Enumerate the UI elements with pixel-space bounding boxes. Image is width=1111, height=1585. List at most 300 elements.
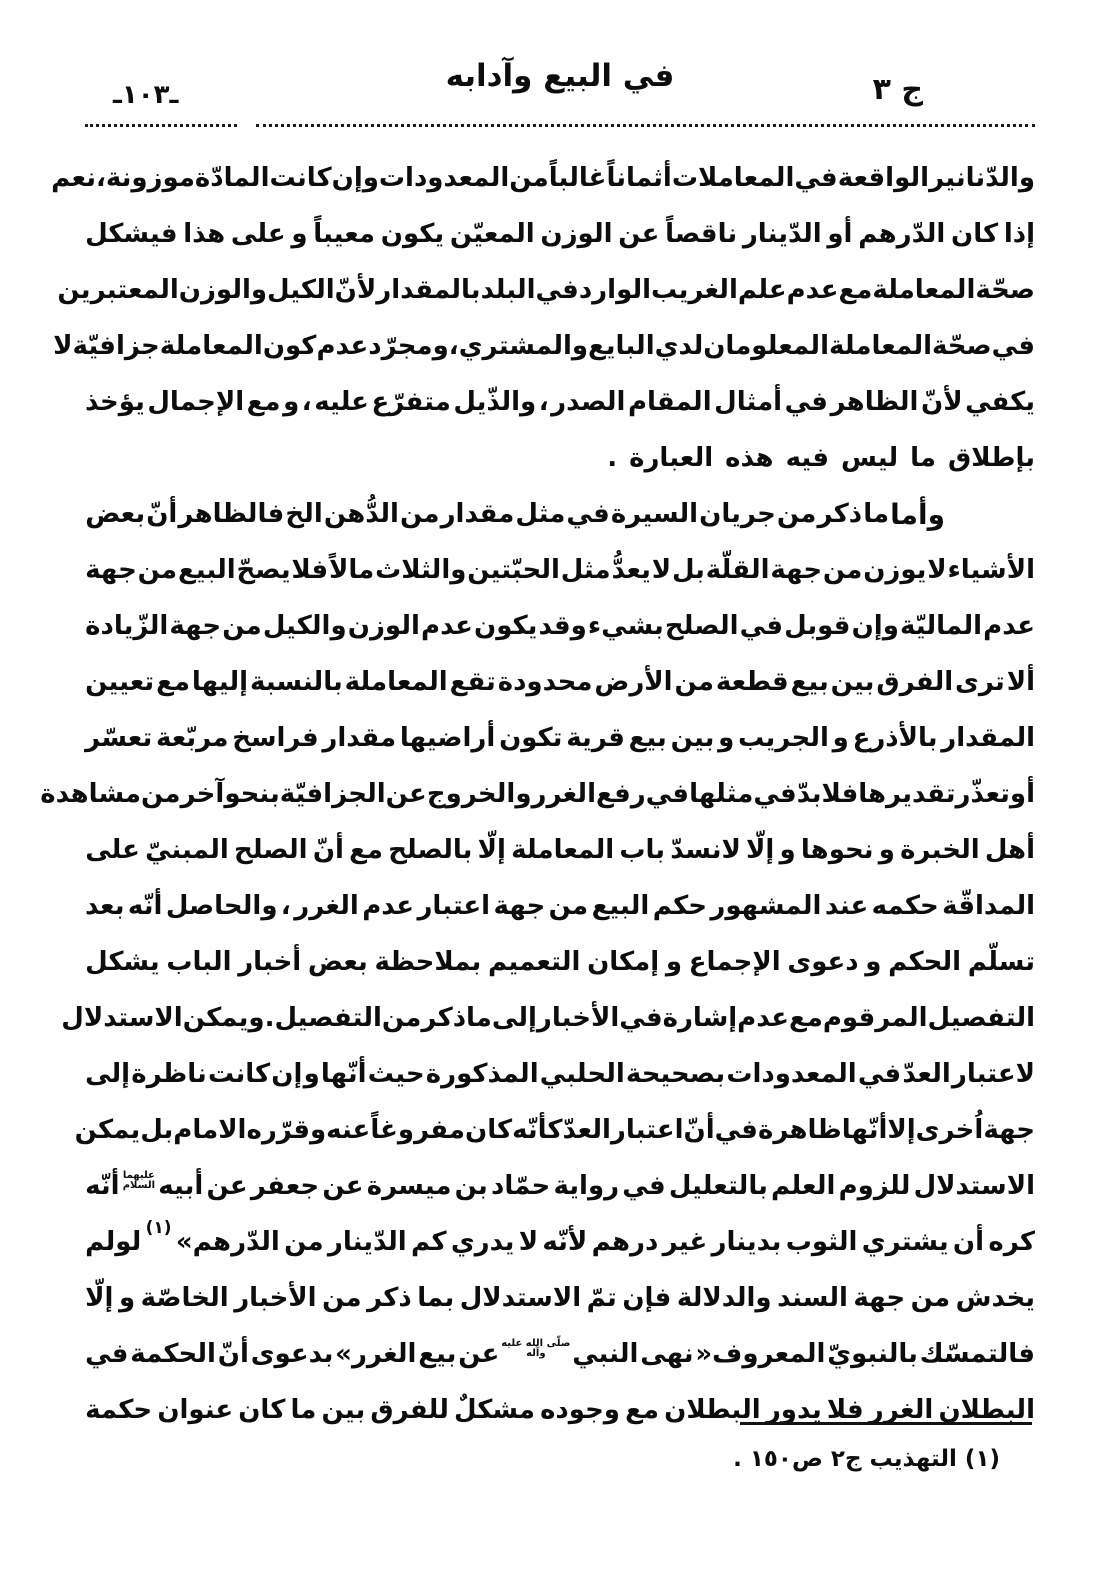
- word: الوارد: [578, 275, 652, 305]
- word: المعروف«: [695, 1339, 826, 1369]
- word: بعض: [307, 947, 368, 977]
- word: من: [509, 163, 549, 193]
- word: مع: [156, 667, 190, 697]
- word: بما: [417, 1283, 455, 1313]
- word: لاعتبار: [951, 1059, 1035, 1089]
- word: الثوب: [785, 1227, 858, 1257]
- word: النبي: [572, 1339, 639, 1369]
- word: الدّينار: [327, 1227, 407, 1257]
- word: حمّاد: [491, 1171, 551, 1201]
- word: مربّعة: [155, 723, 229, 753]
- word: ظاهرة: [757, 1115, 842, 1145]
- word: الجزافيّة: [279, 779, 386, 809]
- word: ذكر: [367, 1283, 412, 1313]
- word: أن: [952, 1227, 985, 1257]
- word: في: [739, 611, 784, 641]
- word: و: [779, 835, 796, 865]
- word: السند: [777, 1283, 848, 1313]
- word: وقد: [538, 611, 587, 641]
- word: الصلح: [233, 835, 308, 865]
- word: تسلّم: [967, 947, 1035, 977]
- text-line: [85, 1270, 1035, 1326]
- word: في: [85, 1339, 129, 1369]
- word: المذكورة: [425, 1059, 539, 1089]
- word: الوزن: [347, 611, 420, 641]
- word: والمشتري: [458, 331, 589, 361]
- word: أو: [827, 219, 853, 249]
- word: الخ: [285, 499, 323, 529]
- word: الحبّتين: [467, 555, 560, 585]
- word: التفصيل: [274, 1003, 382, 1033]
- word: والثلاث: [375, 555, 467, 585]
- word: الدّرهم: [858, 219, 946, 249]
- word: ما: [466, 1003, 492, 1033]
- word: المعلومان: [703, 331, 829, 361]
- word: كان: [465, 1115, 513, 1145]
- word: مثل: [560, 555, 611, 585]
- word: تعذّر: [955, 779, 1010, 809]
- word: اُخرى: [915, 1115, 984, 1145]
- word: و: [718, 723, 735, 753]
- footnote-separator: [740, 1422, 1032, 1425]
- word: باب: [619, 835, 666, 865]
- word: بيع: [790, 667, 829, 697]
- text-line: [85, 654, 1035, 710]
- word: وجوده: [540, 1395, 620, 1425]
- word: يدري: [450, 1227, 515, 1257]
- word: والخروج: [426, 779, 532, 809]
- word: لا: [53, 331, 73, 361]
- word: في: [857, 1059, 902, 1089]
- word: إمكان: [587, 947, 660, 977]
- word: فلابدّ: [796, 779, 859, 809]
- text-line: [53, 318, 1035, 374]
- word: لولم: [85, 1227, 142, 1257]
- word: فلا: [826, 1395, 864, 1425]
- word: و: [283, 387, 300, 417]
- word: من: [222, 611, 262, 641]
- text-line: [85, 1046, 1035, 1102]
- word: نعم: [51, 163, 96, 193]
- word: ،: [280, 891, 291, 921]
- word: فيه: [785, 443, 829, 473]
- word: السيرة: [610, 499, 699, 529]
- word: المعدودات: [378, 163, 510, 193]
- word: عن: [385, 779, 427, 809]
- word: في: [619, 1003, 663, 1033]
- word: الخاصّة: [140, 1283, 229, 1313]
- word: عدم: [786, 275, 839, 305]
- word: وقرّره: [246, 1115, 327, 1145]
- word: فلا: [291, 555, 329, 585]
- word: الغرر: [531, 779, 596, 809]
- word: عن: [322, 1171, 364, 1201]
- word: من: [674, 667, 714, 697]
- word: ناظرة: [131, 1059, 207, 1089]
- word: بين: [830, 667, 875, 697]
- word: الدُّهن: [323, 499, 399, 529]
- word: ذكر: [817, 499, 863, 529]
- word: بصحيحة: [625, 1059, 726, 1089]
- word: يخدش: [955, 1283, 1035, 1313]
- word: المرقوم: [822, 1003, 928, 1033]
- paragraph-1: [51, 150, 1035, 486]
- word: أنّه: [127, 891, 163, 921]
- word: الزّيادة: [85, 611, 169, 641]
- word: المقدار: [941, 723, 1035, 753]
- word: الحلبي: [539, 1059, 625, 1089]
- word: والكيل: [262, 611, 347, 641]
- word: ويمكن: [182, 1003, 265, 1033]
- word: وأما: [890, 497, 945, 531]
- text-line: [85, 878, 1035, 934]
- word: الجريب: [738, 723, 829, 753]
- word: الخبرة: [900, 835, 980, 865]
- word: ،: [538, 387, 549, 417]
- word: عدم: [737, 1003, 790, 1033]
- honorific-glyph: عليهما السلام: [122, 1170, 155, 1191]
- word: جزافيّة: [72, 331, 160, 361]
- word: البايع: [588, 331, 655, 361]
- word: ذكر: [421, 1003, 467, 1033]
- word: .: [607, 443, 618, 473]
- word: على: [85, 835, 140, 865]
- word: و: [832, 723, 849, 753]
- word: بالنبويّ: [827, 1339, 918, 1369]
- word: جريان: [699, 499, 776, 529]
- word: و: [665, 947, 683, 977]
- word: عند: [824, 891, 869, 921]
- text-line: [85, 542, 1035, 598]
- word: جهة: [853, 1283, 906, 1313]
- word: عدم: [421, 611, 473, 641]
- word: تكون: [499, 723, 563, 753]
- word: أهل: [984, 835, 1035, 865]
- word: ومجرّد: [368, 331, 449, 361]
- text-line: [85, 374, 1035, 430]
- word: وإن: [851, 611, 899, 641]
- word: ،: [448, 331, 459, 361]
- word: المعاملة: [872, 275, 976, 305]
- body-text: [40, 150, 1035, 1438]
- word: على: [230, 219, 286, 249]
- word: لا: [927, 555, 947, 585]
- word: تقديرها: [858, 779, 956, 809]
- word: يدور: [765, 1395, 822, 1425]
- word: ناقصاً: [665, 219, 738, 249]
- word: اعتبار: [417, 891, 491, 921]
- word: تمّ: [586, 1283, 617, 1313]
- word: بدينار: [711, 1227, 782, 1257]
- word: مع: [246, 387, 281, 417]
- word: أثماناً: [606, 163, 672, 193]
- footnote-marker: (١): [145, 1218, 172, 1238]
- word: العدّ: [902, 1059, 951, 1089]
- word: البطلان: [664, 1395, 761, 1425]
- word: البلد: [480, 275, 536, 305]
- word: الأرض: [594, 667, 673, 697]
- word: بدعوى: [250, 1339, 334, 1369]
- word: بعد: [85, 891, 125, 921]
- word: في: [784, 387, 828, 417]
- word: إلّا: [477, 835, 506, 865]
- word: بعض: [85, 499, 146, 529]
- word: عدم: [362, 891, 415, 921]
- word: إذا: [1003, 219, 1035, 249]
- word: إشارة: [662, 1003, 738, 1033]
- word: أنّ: [146, 499, 178, 529]
- word: يعدُّ: [611, 555, 651, 585]
- word: المادّة: [194, 163, 270, 193]
- word: غالباً: [548, 163, 607, 193]
- text-line: [61, 990, 1035, 1046]
- word: من: [284, 1227, 324, 1257]
- header-dotted-rule-right: [256, 124, 1035, 127]
- word: صحّة: [932, 331, 992, 361]
- word: بشيء: [587, 611, 664, 641]
- word: من: [910, 1283, 951, 1313]
- word: مشاهدة: [40, 779, 141, 809]
- word: الغريب: [651, 275, 738, 305]
- word: جهة: [770, 555, 823, 585]
- word: بل: [671, 555, 705, 585]
- word: الصدر: [551, 387, 626, 417]
- word: موزونة: [105, 163, 195, 193]
- word: والدّنانير: [929, 163, 1035, 193]
- word: جهة: [493, 891, 546, 921]
- word: آخر: [180, 779, 225, 809]
- word: إن: [271, 1059, 303, 1089]
- word: والحاصل: [165, 891, 278, 921]
- text-line: [40, 766, 1035, 822]
- word: التعميم: [487, 947, 581, 977]
- word: الواقعة: [837, 163, 930, 193]
- word: بين: [321, 1395, 366, 1425]
- word: التفصيل: [927, 1003, 1035, 1033]
- word: الاستدلال: [459, 1283, 582, 1313]
- volume-label: ج ٣: [872, 72, 923, 107]
- word: المعتبرين: [57, 275, 179, 305]
- word: بنحو: [224, 779, 280, 809]
- word: لأنّه: [542, 1227, 588, 1257]
- word: الغرر: [294, 891, 359, 921]
- word: ترى: [955, 667, 1005, 697]
- word: المبنيّ: [145, 835, 229, 865]
- word: بن: [454, 1171, 488, 1201]
- word: حكمه: [871, 891, 939, 921]
- word: ميسرة: [366, 1171, 452, 1201]
- word: العدّ: [562, 1115, 611, 1145]
- word: من: [548, 891, 589, 921]
- word: يشكل: [85, 947, 160, 977]
- word: أخبار: [238, 947, 302, 977]
- word: لدي: [654, 331, 704, 361]
- text-line: [85, 934, 1035, 990]
- word: رواية: [553, 1171, 620, 1201]
- word: تقع: [449, 667, 496, 697]
- word: اعتبار: [610, 1115, 684, 1145]
- text-line: [51, 150, 1035, 206]
- word: الغرر»: [335, 1339, 417, 1369]
- word: هذه: [725, 443, 774, 473]
- word: من: [381, 1003, 422, 1033]
- word: يصحّ: [236, 555, 291, 585]
- word: هذا: [183, 219, 226, 249]
- word: الدّينار: [742, 219, 822, 249]
- word: ما: [863, 499, 890, 529]
- word: جعفر: [250, 1171, 320, 1201]
- word: المعيّن: [449, 219, 535, 249]
- word: إلى: [491, 1003, 537, 1033]
- word: معيباً: [313, 219, 376, 249]
- header-dotted-rule-left: [85, 124, 237, 127]
- word: في: [645, 779, 690, 809]
- word: حكم: [652, 891, 707, 921]
- word: الأخبار: [536, 1003, 620, 1033]
- word: أراضيها: [399, 723, 496, 753]
- word: المعدودات: [726, 1059, 857, 1089]
- word: بل: [140, 1115, 174, 1145]
- word: الباب: [166, 947, 232, 977]
- word: جهة: [169, 611, 222, 641]
- word: بالمقدار: [376, 275, 481, 305]
- word: المداقّة: [942, 891, 1035, 921]
- word: الأخبار: [234, 1283, 317, 1313]
- word: أنّها: [320, 1059, 367, 1089]
- word: مقدار: [322, 723, 397, 753]
- word: بملاحظة: [374, 947, 482, 977]
- word: للفرق: [370, 1395, 449, 1425]
- word: مالاً: [329, 555, 375, 585]
- word: أمثال: [714, 387, 783, 417]
- word: الحكمة: [130, 1339, 216, 1369]
- word: ألا: [1006, 667, 1035, 697]
- page-title: في البيع وآدابه: [445, 58, 675, 94]
- word: أنّ: [217, 1339, 249, 1369]
- word: بالأذرع: [852, 723, 938, 753]
- text-line: [85, 1214, 1035, 1270]
- word: بإطلاق: [947, 443, 1035, 473]
- word: عن: [618, 219, 660, 249]
- word: ما: [290, 1395, 317, 1425]
- page-header: [85, 58, 1035, 120]
- word: في: [753, 779, 797, 809]
- word: الأشياء: [947, 555, 1035, 585]
- word: لأنّ: [334, 275, 377, 305]
- word: من: [322, 1283, 362, 1313]
- word: كانت: [207, 1059, 271, 1089]
- word: من: [776, 499, 817, 529]
- word: ما: [910, 443, 936, 473]
- word: لأنّ: [921, 387, 963, 417]
- word: جهة: [983, 1115, 1035, 1145]
- word: ،: [301, 387, 312, 417]
- word: الإجماع: [688, 947, 781, 977]
- word: والوزن: [178, 275, 268, 305]
- word: متفرّع: [371, 387, 451, 417]
- word: الاستدلال: [61, 1003, 183, 1033]
- word: والذّيل: [453, 387, 537, 417]
- word: العبارة: [629, 443, 714, 473]
- word: دعوى: [787, 947, 859, 977]
- word: نهى: [640, 1339, 694, 1369]
- word: المشهور: [710, 891, 822, 921]
- word: مثلها: [689, 779, 754, 809]
- word: مع: [838, 275, 873, 305]
- word: الصلح: [664, 611, 739, 641]
- word: المعاملة: [828, 331, 933, 361]
- text-line: [85, 598, 1035, 654]
- word: .: [264, 1003, 275, 1033]
- word: في: [714, 1115, 758, 1145]
- text-line: [85, 430, 1035, 486]
- word: إلى: [85, 1059, 131, 1089]
- word: من: [822, 555, 863, 585]
- word: و: [118, 1283, 136, 1313]
- word: غير: [662, 1227, 708, 1257]
- text-line: [85, 1326, 1035, 1382]
- word: في: [991, 331, 1035, 361]
- word: إلّا: [85, 1283, 114, 1313]
- word: يمكن: [74, 1115, 141, 1145]
- word: الكيل: [267, 275, 335, 305]
- word: في: [566, 499, 610, 529]
- word: مقدار: [440, 499, 515, 529]
- word: كأنّه: [512, 1115, 563, 1145]
- word: كره: [988, 1227, 1035, 1257]
- text-line: [85, 1158, 1035, 1214]
- word: و: [291, 219, 308, 249]
- word: مع: [625, 1395, 659, 1425]
- word: المعاملات: [671, 163, 795, 193]
- word: كان: [238, 1395, 286, 1425]
- word: الغرر: [868, 1395, 934, 1425]
- word: كم: [411, 1227, 447, 1257]
- word: ليس: [840, 443, 899, 473]
- paragraph-2: [40, 486, 1035, 1438]
- word: قرية: [566, 723, 625, 753]
- word: الإجمال: [147, 387, 245, 417]
- word: عنوان: [157, 1395, 234, 1425]
- word: وإن: [331, 163, 379, 193]
- text-line: [85, 822, 1035, 878]
- word: العلم: [771, 1171, 836, 1201]
- word: للزوم: [838, 1171, 911, 1201]
- word: كون: [262, 331, 317, 361]
- word: يكون: [474, 611, 538, 641]
- word: لانسدّ: [670, 835, 741, 865]
- word: مع: [789, 1003, 823, 1033]
- word: من: [400, 499, 440, 529]
- word: إلّا: [746, 835, 775, 865]
- word: المعاملة: [511, 835, 615, 865]
- word: يوزن: [863, 555, 927, 585]
- word: بيع: [418, 1339, 457, 1369]
- word: عدم: [316, 331, 369, 361]
- word: كانت: [269, 163, 332, 193]
- word: لا: [518, 1227, 539, 1257]
- word: البيع: [177, 555, 236, 585]
- word: رفع: [595, 779, 646, 809]
- word: مثل: [515, 499, 566, 529]
- word: يؤخذ: [85, 387, 145, 417]
- text-line: [85, 710, 1035, 766]
- word: لا: [651, 555, 672, 585]
- word: والدلالة: [676, 1283, 772, 1313]
- word: بيع: [628, 723, 667, 753]
- word: بين: [670, 723, 715, 753]
- word: البطلان: [938, 1395, 1035, 1425]
